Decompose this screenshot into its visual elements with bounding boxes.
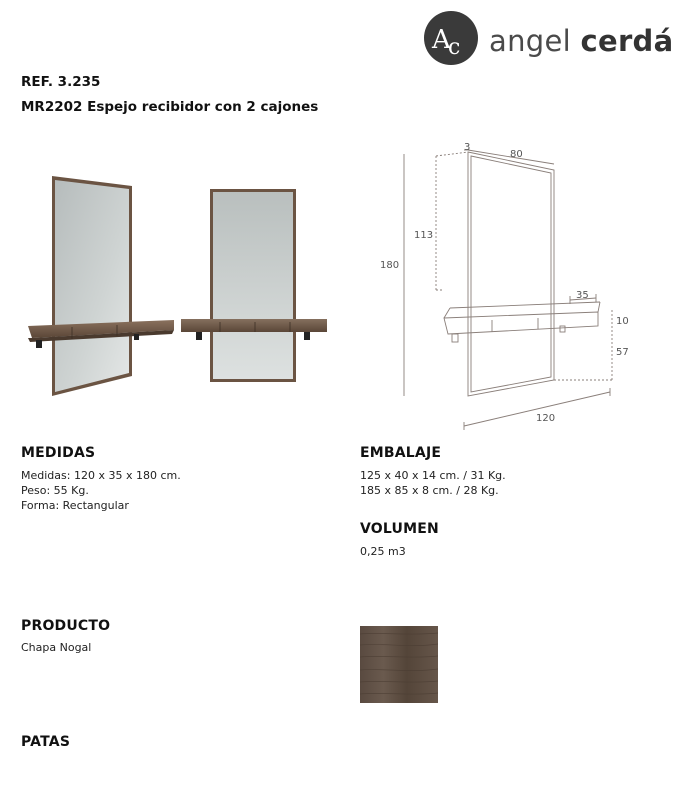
producto-value: Chapa Nogal xyxy=(21,641,92,654)
product-reference: REF. 3.235 xyxy=(21,74,101,90)
dim-shelf-height: 57 xyxy=(616,347,629,358)
brand-monogram-icon xyxy=(423,10,479,66)
product-title: MR2202 Espejo recibidor con 2 cajones xyxy=(21,99,319,115)
volumen-heading: VOLUMEN xyxy=(360,521,439,537)
medidas-heading: MEDIDAS xyxy=(21,445,96,461)
medidas-shape: Forma: Rectangular xyxy=(21,499,129,512)
producto-heading: PRODUCTO xyxy=(21,618,111,634)
product-photo-front xyxy=(180,186,330,386)
material-swatch xyxy=(360,626,438,703)
svg-text:A: A xyxy=(432,25,451,55)
product-photo-angled xyxy=(22,170,182,402)
medidas-list xyxy=(21,468,181,513)
dim-shelf-depth: 35 xyxy=(576,290,589,301)
dim-shelf-thickness: 10 xyxy=(616,316,629,327)
dim-mirror-height: 113 xyxy=(414,230,434,241)
embalaje-package-2: 185 x 85 x 8 cm. / 28 Kg. xyxy=(360,484,499,497)
medidas-weight: Peso: 55 Kg. xyxy=(21,484,89,497)
embalaje-package-1: 125 x 40 x 14 cm. / 31 Kg. xyxy=(360,469,506,482)
svg-text:c: c xyxy=(448,35,461,60)
patas-heading: PATAS xyxy=(21,734,71,750)
volumen-value: 0,25 m3 xyxy=(360,545,406,558)
technical-drawing xyxy=(360,130,650,430)
brand-logo xyxy=(423,10,683,68)
dim-width-top: 80 xyxy=(510,149,523,160)
dim-total-height: 180 xyxy=(380,260,400,271)
brand-wordmark: angel cerdá xyxy=(489,24,674,58)
dim-depth-top: 3 xyxy=(464,142,471,153)
medidas-dimensions: Medidas: 120 x 35 x 180 cm. xyxy=(21,469,181,482)
embalaje-heading: EMBALAJE xyxy=(360,445,442,461)
dim-total-width: 120 xyxy=(536,413,556,424)
embalaje-list xyxy=(360,468,506,498)
